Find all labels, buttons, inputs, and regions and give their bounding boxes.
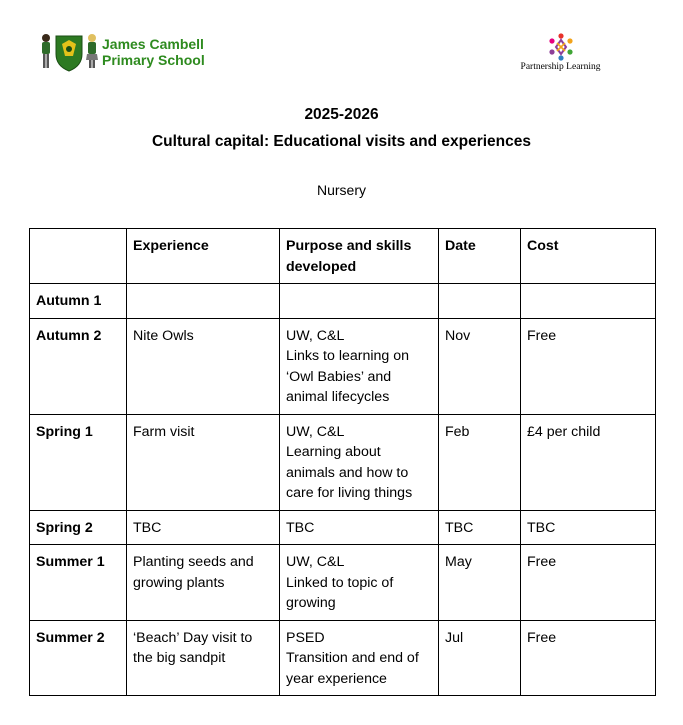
row-purpose-line: Learning about	[286, 444, 381, 460]
row-purpose	[280, 284, 439, 319]
row-cost	[521, 284, 656, 319]
row-purpose-line: UW, C&L	[286, 423, 345, 440]
visits-table	[29, 228, 656, 696]
row-cost: TBC	[521, 510, 656, 545]
table-row	[30, 284, 656, 319]
row-experience	[127, 620, 280, 696]
document-title: Cultural capital: Educational visits and experiences	[151, 133, 531, 150]
table-row	[30, 620, 656, 696]
row-experience-line: Planting seeds and	[133, 554, 254, 570]
row-term: Spring 1	[30, 414, 127, 510]
header-purpose	[280, 229, 439, 284]
partner-logo	[508, 32, 613, 78]
row-experience	[127, 545, 280, 621]
school-name-line2: Primary School	[102, 52, 205, 68]
row-experience-line: Nite Owls	[133, 327, 194, 344]
table-row	[30, 414, 656, 510]
table-header-row	[30, 229, 656, 284]
header-purpose-line1: Purpose and skills	[286, 238, 412, 254]
school-name-line1: James Cambell	[102, 36, 204, 52]
row-date	[439, 284, 521, 319]
row-date: TBC	[439, 510, 521, 545]
header-purpose-line2: developed	[286, 258, 357, 275]
table-row	[30, 545, 656, 621]
row-term: Autumn 2	[30, 318, 127, 414]
row-term: Summer 2	[30, 620, 127, 696]
row-cost: Free	[521, 545, 656, 621]
row-cost: Free	[521, 318, 656, 414]
row-experience	[127, 414, 280, 510]
row-purpose-line: Links to learning on	[286, 348, 410, 364]
row-experience-line: the big sandpit	[133, 650, 226, 666]
row-experience-line: TBC	[133, 519, 162, 536]
row-purpose	[280, 318, 439, 414]
row-purpose	[280, 510, 439, 545]
row-experience-line: growing plants	[133, 574, 225, 591]
document-year: 2025-2026	[304, 106, 379, 123]
document-subtitle: Nursery	[316, 182, 366, 198]
row-purpose-line: animal lifecycles	[286, 389, 390, 405]
header-date: Date	[439, 229, 521, 284]
row-purpose-line: PSED	[286, 629, 325, 646]
table-row	[30, 318, 656, 414]
row-term: Summer 1	[30, 545, 127, 621]
row-cost: Free	[521, 620, 656, 696]
row-purpose-line: Linked to topic of	[286, 574, 394, 591]
row-term: Autumn 1	[30, 284, 127, 319]
table-row	[30, 510, 656, 545]
school-crest-icon	[38, 32, 100, 72]
row-date: Jul	[439, 620, 521, 696]
row-purpose-line: ‘Owl Babies’ and	[286, 368, 392, 385]
partnership-figures-icon	[546, 32, 576, 62]
header-experience: Experience	[127, 229, 280, 284]
partner-name: Partnership Learning	[520, 62, 601, 72]
row-purpose-line: growing	[286, 595, 336, 611]
row-purpose	[280, 620, 439, 696]
row-experience	[127, 318, 280, 414]
row-date: Feb	[439, 414, 521, 510]
row-purpose-line: year experience	[286, 670, 387, 687]
row-purpose-line: TBC	[286, 519, 315, 536]
school-name	[102, 36, 205, 68]
row-date: Nov	[439, 318, 521, 414]
row-experience	[127, 510, 280, 545]
row-purpose-line: animals and how to	[286, 464, 409, 481]
header-cost: Cost	[521, 229, 656, 284]
row-experience	[127, 284, 280, 319]
row-experience-line: Farm visit	[133, 423, 195, 440]
row-purpose	[280, 545, 439, 621]
row-term: Spring 2	[30, 510, 127, 545]
header-term	[30, 229, 127, 284]
row-purpose	[280, 414, 439, 510]
row-purpose-line: UW, C&L	[286, 554, 345, 570]
row-date: May	[439, 545, 521, 621]
row-purpose-line: UW, C&L	[286, 327, 345, 344]
row-purpose-line: care for living things	[286, 485, 413, 501]
row-cost: £4 per child	[521, 414, 656, 510]
row-experience-line: ‘Beach’ Day visit to	[133, 629, 253, 646]
row-purpose-line: Transition and end of	[286, 650, 419, 666]
school-logo	[38, 32, 228, 76]
